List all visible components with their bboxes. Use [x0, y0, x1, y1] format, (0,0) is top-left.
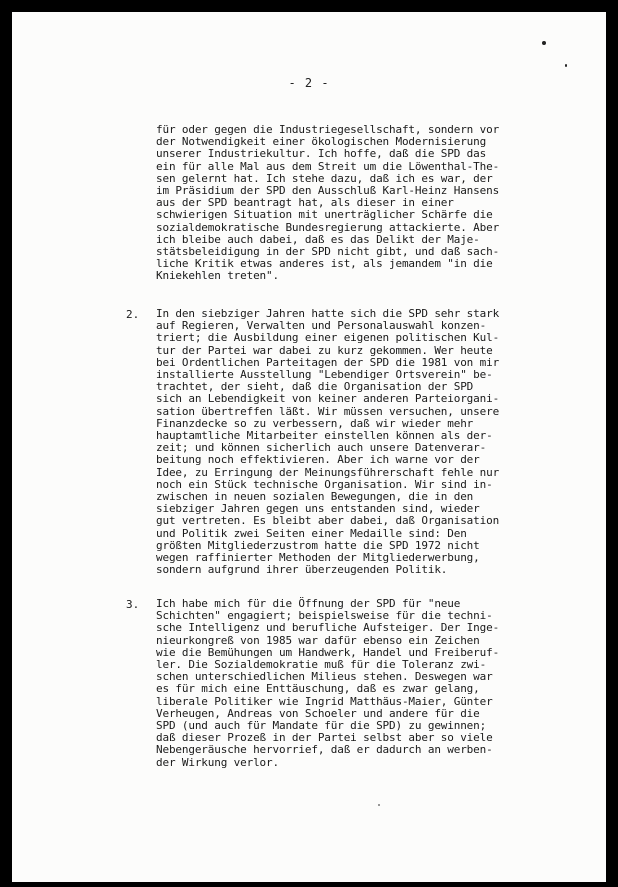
intro-paragraph: für oder gegen die Industriegesellschaft, sondern vor der Notwendigkeit einer ökologischen Modernisierung unserer Industriekultur. Ich hoffe, daß die SPD das ein für alle Mal aus dem Streit um die Löwenthal-The- sen gelernt hat. Ich stehe dazu, daß ich es war, der im Präsidium der SPD den Ausschluß Karl-Heinz Hansens aus der SPD beantragt hat, als dieser in einer schwierigen Situation mit unerträglicher Schärfe die sozialdemokratische Bundesregierung attackierte. Aber ich bleibe auch dabei, daß es das Delikt der Maje- stätsbeleidigung in der SPD nicht gibt, und daß sach- liche Kritik etwas anderes ist, als jemandem "in die Kniekehlen treten". [156, 123, 500, 283]
list-item-number-3: 3. [126, 598, 140, 611]
list-item-number-2: 2. [126, 308, 140, 321]
list-item-text-3: Ich habe mich für die Öffnung der SPD für "neue Schichten" engagiert; beispielsweise für die techni- sche Intelligenz und berufliche Aufsteiger. Der Inge- nieurkongreß von 1985 war dafür ebenso ein Zeichen wie die Bemühungen um Handwerk, Handel und Freiberuf- ler. Die Sozialdemokratie muß für die Toleranz zwi- schen unterschiedlichen Milieus stehen. Deswegen war es für mich eine Enttäuschung, daß es zwar gelang, liberale Politiker wie Ingrid Matthäus-Maier, Günter Verheugen, Andreas von Schoeler und andere für die SPD (und auch für Mandate für die SPD) zu gewinnen; daß dieser Prozeß in der Partei selbst aber so viele Nebengeräusche hervorrief, daß er dadurch an werben- der Wirkung verlor. [156, 597, 500, 769]
document-page [12, 12, 606, 882]
page-number: - 2 - [288, 76, 330, 90]
list-item-text-2: In den siebziger Jahren hatte sich die SPD sehr stark auf Regieren, Verwalten und Personalauswahl konzen- triert; die Ausbildung einer eigenen politischen Kul- tur der Partei war dabei zu kurz gekommen. Wer heute bei Ordentlichen Parteitagen der SPD die 1981 von mir installierte Ausstellung "Lebendiger Ortsverein" be- trachtet, der sieht, daß die Organisation der SPD sich an Lebendigkeit von keiner anderen Parteiorgani- sation übertreffen läßt. Wir müssen versuchen, unsere Finanzdecke so zu verbessern, daß wir wieder mehr hauptamtliche Mitarbeiter einstellen können als der- zeit; und können sicherlich auch unsere Datenverar- beitung noch effektivieren. Aber ich warne vor der Idee, zu Erringung der Meinungsführerschaft fehle nur noch ein Stück technische Organisation. Wir sind in- zwischen in neuen sozialen Bewegungen, die in den siebziger Jahren gegen uns entstanden sind, wieder gut vertreten. Es bleibt aber dabei, daß Organisation und Politik zwei Seiten einer Medaille sind: Den größten Mitgliederzustrom hatte die SPD 1972 nicht wegen raffinierter Methoden der Mitgliederwerbung, sondern aufgrund ihrer überzeugenden Politik. [156, 307, 500, 577]
scan-speck [378, 804, 380, 806]
scan-speck [542, 41, 546, 45]
scan-speck [565, 64, 567, 67]
